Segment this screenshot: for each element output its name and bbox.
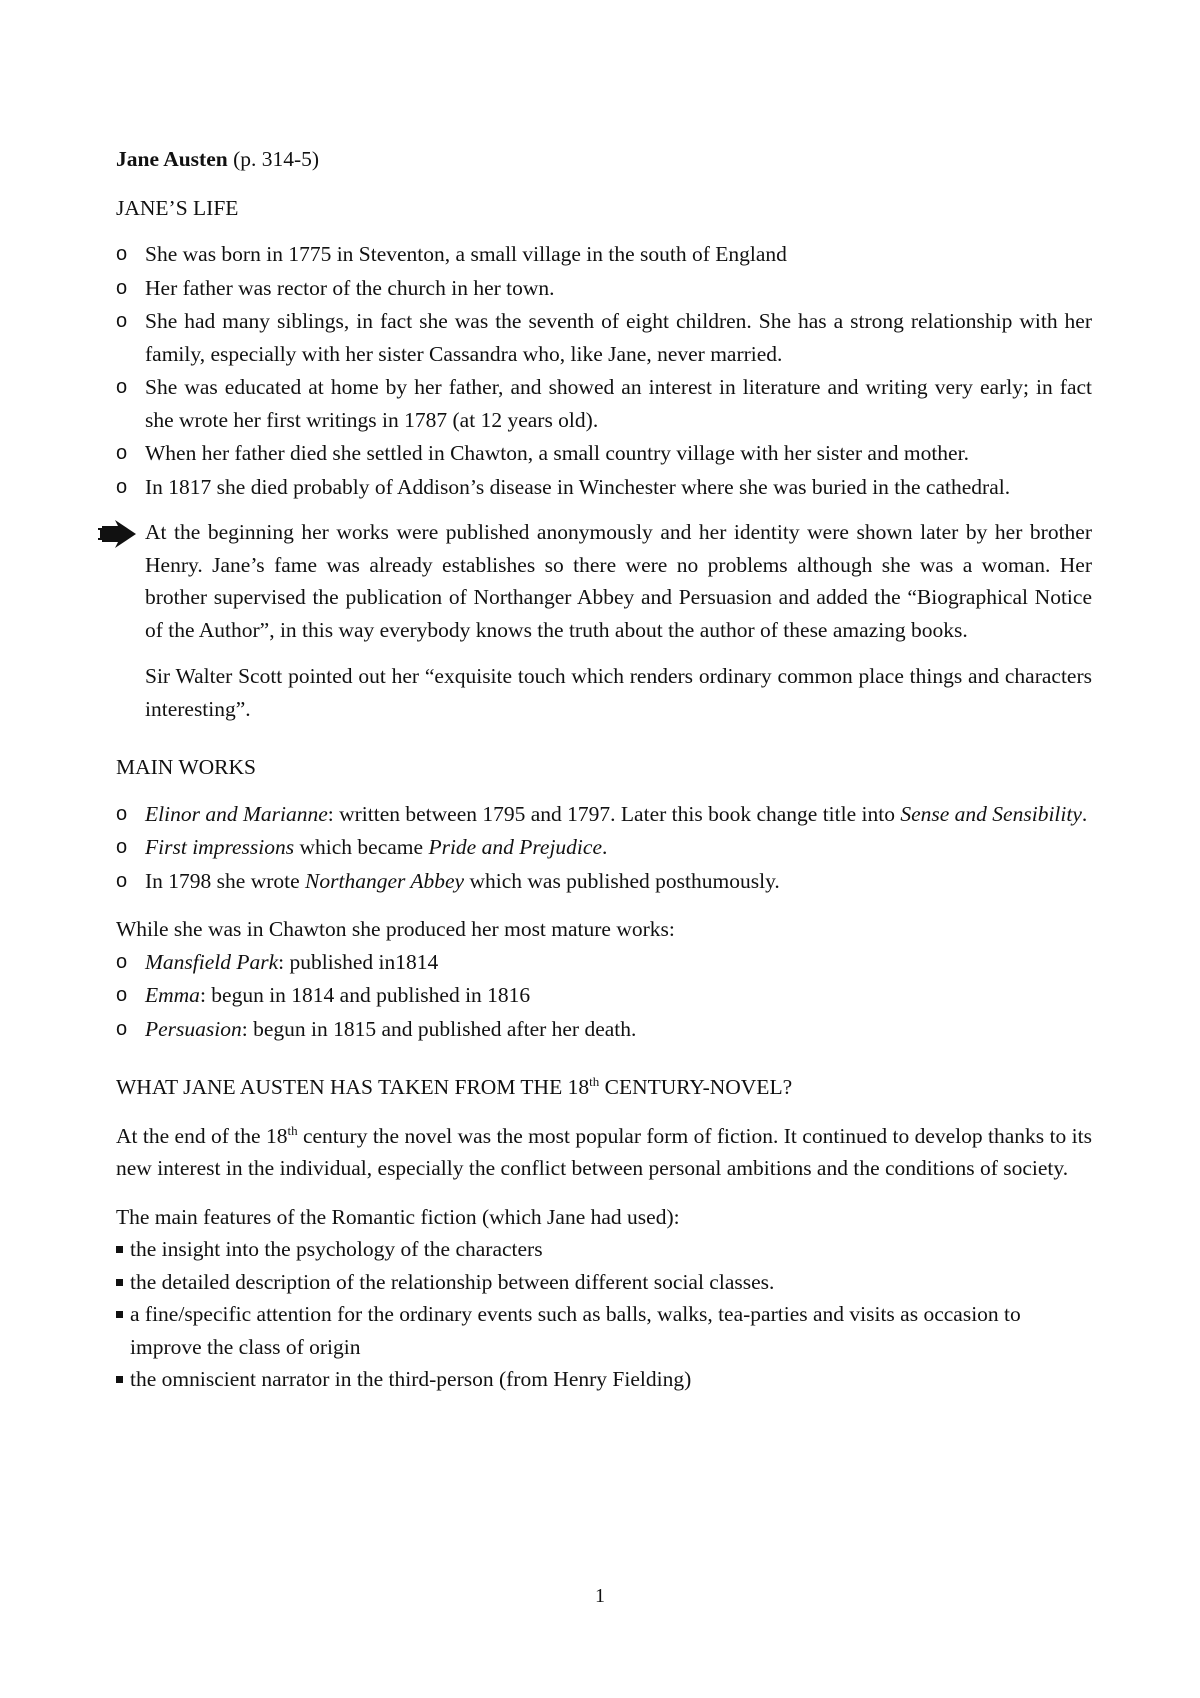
list-item: o Emma: begun in 1814 and published in 1816 — [116, 979, 1092, 1012]
list-item: o When her father died she settled in Chawton, a small country village with her sister and mother. — [116, 437, 1092, 470]
square-bullet-icon — [116, 1246, 123, 1253]
list-item: o First impressions which became Pride and Prejudice. — [116, 831, 1092, 864]
title-pages: (p. 314-5) — [233, 147, 320, 171]
scott-paragraph: Sir Walter Scott pointed out her “exquisite touch which renders ordinary common place things and characters interesting”. — [145, 664, 1092, 721]
circle-bullet-icon: o — [116, 475, 128, 498]
circle-bullet-icon: o — [116, 1017, 128, 1040]
list-item: o She was born in 1775 in Steventon, a small village in the south of England — [116, 238, 1092, 271]
novel-paragraph: At the end of the 18th century the novel was the most popular form of fiction. It continued to develop thanks to its new interest in the individual, especially the conflict between personal ambitions and the conditions of society. — [116, 1122, 1092, 1180]
features-intro: The main features of the Romantic fiction (which Jane had used): — [116, 1204, 680, 1229]
list-item: o In 1817 she died probably of Addison’s disease in Winchester where she was buried in the cathedral. — [116, 471, 1092, 504]
circle-bullet-icon: o — [116, 276, 128, 299]
circle-bullet-icon: o — [116, 310, 128, 332]
page-title — [116, 143, 1092, 176]
section-heading-life: JANE’S LIFE — [116, 195, 239, 220]
list-item: the omniscient narrator in the third-person (from Henry Fielding) — [116, 1363, 1092, 1396]
mature-works-list — [116, 946, 1092, 1046]
list-item: o She was educated at home by her father, and showed an interest in literature and writing very early; in fact she wrote her first writings in 1787 (at 12 years old). — [116, 371, 1092, 436]
works-list — [116, 798, 1092, 898]
list-item: o She had many siblings, in fact she was the seventh of eight children. She has a strong relationship with her family, especially with her sister Cassandra who, like Jane, never married. — [116, 305, 1092, 370]
circle-bullet-icon: o — [116, 442, 128, 464]
circle-bullet-icon: o — [116, 243, 128, 265]
list-item: o Persuasion: begun in 1815 and published after her death. — [116, 1013, 1092, 1046]
list-item: o Elinor and Marianne: written between 1795 and 1797. Later this book change title into Sense and Sensibility. — [116, 798, 1092, 831]
circle-bullet-icon: o — [116, 950, 128, 973]
page-number: 1 — [595, 1585, 605, 1607]
list-item: the detailed description of the relationship between different social classes. — [116, 1266, 1092, 1299]
square-bullet-icon — [116, 1279, 123, 1286]
section-heading-works: MAIN WORKS — [116, 755, 256, 779]
arrow-paragraph: At the beginning her works were published anonymously and her identity were shown later by her brother Henry. Jane’s fame was already establishes so there were no problems although she was a woman. Her brother supervised the publication of Northanger Abbey and Persuasion and added the “Biographical Notice of the Author”, in this way everybody knows the truth about the author of these amazing books. — [116, 516, 1092, 646]
section-heading-novel: WHAT JANE AUSTEN HAS TAKEN FROM THE 18th CENTURY-NOVEL? — [116, 1073, 793, 1099]
list-item: a fine/specific attention for the ordinary events such as balls, walks, tea-parties and visits as occasion to improve the class of origin — [116, 1298, 1092, 1363]
document-body — [116, 143, 1092, 1396]
title-name: Jane Austen — [116, 147, 228, 171]
features-list — [116, 1233, 1092, 1396]
list-item: the insight into the psychology of the characters — [116, 1233, 1092, 1266]
arrow-right-icon — [98, 519, 138, 549]
circle-bullet-icon: o — [116, 376, 128, 398]
list-item: o Her father was rector of the church in her town. — [116, 272, 1092, 305]
square-bullet-icon — [116, 1376, 123, 1383]
circle-bullet-icon: o — [116, 836, 128, 858]
circle-bullet-icon: o — [116, 984, 128, 1006]
circle-bullet-icon: o — [116, 802, 128, 825]
circle-bullet-icon: o — [116, 869, 128, 892]
list-item: o In 1798 she wrote Northanger Abbey which was published posthumously. — [116, 865, 1092, 898]
list-item: o Mansfield Park: published in1814 — [116, 946, 1092, 979]
life-list — [116, 238, 1092, 503]
chawton-intro: While she was in Chawton she produced her most mature works: — [116, 917, 675, 941]
square-bullet-icon — [116, 1311, 123, 1318]
